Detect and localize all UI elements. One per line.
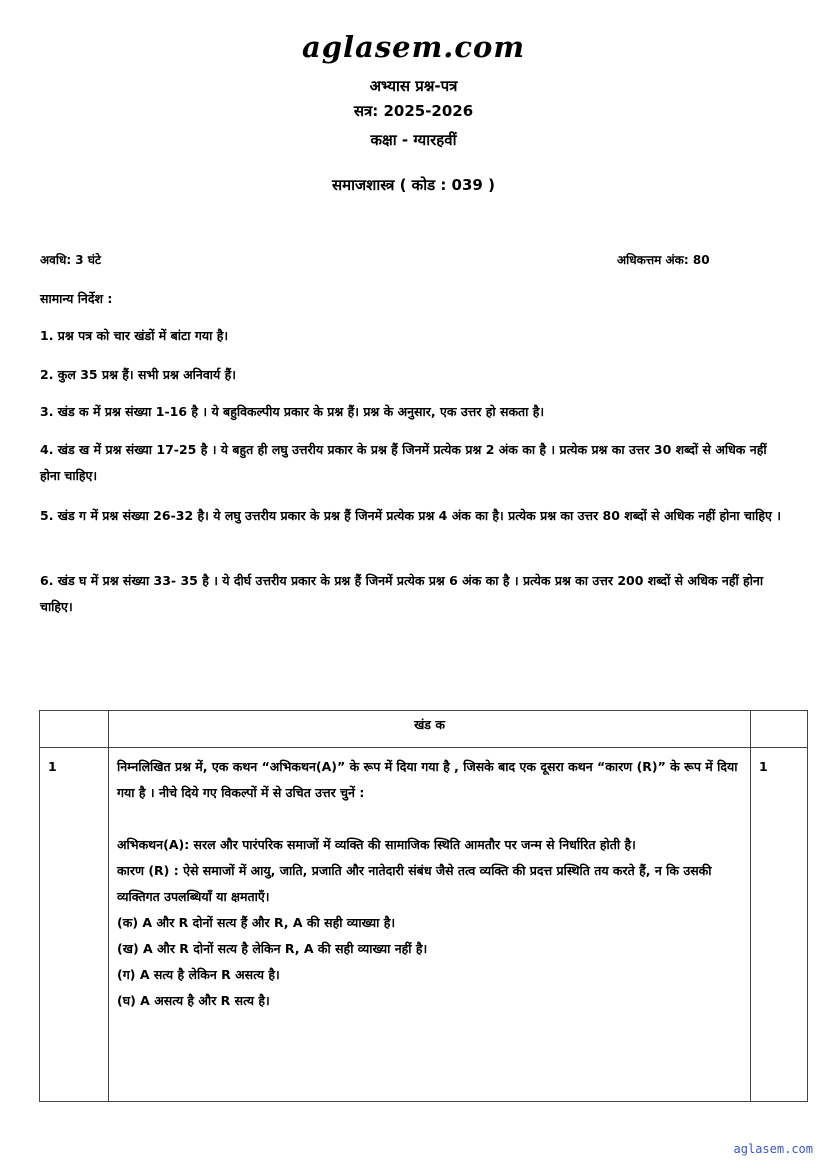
section-header-blank-right xyxy=(751,711,808,748)
instruction-item-3: 3. खंड क में प्रश्न संख्या 1-16 है । ये बहुविकल्पीय प्रकार के प्रश्न हैं। प्रश्न के अनुसार, एक उत्तर हो सकता है। xyxy=(40,404,545,419)
question-number: 1 xyxy=(40,748,109,1102)
question-prompt: निम्नलिखित प्रश्न में, एक कथन “अभिकथन(A)” के रूप में दिया गया है , जिसके बाद एक दूसरा कथन “कारण (R)” के रूप में दिया गया है । नीचे दिये गए विकल्पों में से उचित उत्तर चुनें : xyxy=(117,759,738,800)
instruction-item-6: 6. खंड घ में प्रश्न संख्या 33- 35 है । ये दीर्घ उत्तरीय प्रकार के प्रश्न हैं जिनमें प्रत्येक प्रश्न 6 अंक का है । प्रत्येक प्रश्न का उत्तर 200 शब्दों से अधिक नहीं होना चाहिए। xyxy=(40,573,764,614)
subject-title: समाजशास्त्र ( कोड : 039 ) xyxy=(332,176,495,194)
duration-label: अवधि: 3 घंटे xyxy=(40,253,101,267)
option-b: (ख) A और R दोनों सत्य है लेकिन R, A की सही व्याख्या नहीं है। xyxy=(117,941,428,956)
option-c: (ग) A सत्य है लेकिन R असत्य है। xyxy=(117,967,280,982)
reason-text: कारण (R) : ऐसे समाजों में आयु, जाति, प्रजाति और नातेदारी संबंध जैसे तत्व व्यक्ति की प्रदत्त प्रस्थिति तय करते हैं, न कि उसकी व्यक्तिगत उपलब्धियाँ या क्षमताएँ। xyxy=(117,863,712,904)
instruction-item-1: 1. प्रश्न पत्र को चार खंडों में बांटा गया है। xyxy=(40,328,229,343)
brand-logo-text: aglasem.com xyxy=(301,30,526,64)
section-header-blank-left xyxy=(40,711,109,748)
question-row xyxy=(40,748,808,1102)
option-d: (घ) A असत्य है और R सत्य है। xyxy=(117,993,270,1008)
question-body xyxy=(109,748,751,1102)
max-marks-label: अधिकत्तम अंक: 80 xyxy=(617,253,710,267)
paper-type: अभ्यास प्रश्न-पत्र xyxy=(369,77,458,95)
spacer xyxy=(117,806,742,832)
class-label: कक्षा - ग्यारहवीं xyxy=(370,131,457,149)
instruction-item-5: 5. खंड ग में प्रश्न संख्या 26-32 है। ये लघु उत्तरीय प्रकार के प्रश्न हैं जिनमें प्रत्येक प्रश्न 4 अंक का है। प्रत्येक प्रश्न का उत्तर 80 शब्दों से अधिक नहीं होना चाहिए । xyxy=(40,508,782,523)
instruction-item-2: 2. कुल 35 प्रश्न हैं। सभी प्रश्न अनिवार्य हैं। xyxy=(40,367,237,382)
question-table xyxy=(39,710,808,1102)
section-header-row xyxy=(40,711,808,748)
session-label: सत्र: 2025-2026 xyxy=(353,102,474,120)
option-a: (क) A और R दोनों सत्य हैं और R, A की सही व्याख्या है। xyxy=(117,915,396,930)
section-title: खंड क xyxy=(109,711,751,748)
assertion-text: अभिकथन(A): सरल और पारंपरिक समाजों में व्यक्ति की सामाजिक स्थिति आमतौर पर जन्म से निर्धारित होती है। xyxy=(117,837,636,852)
question-marks: 1 xyxy=(751,748,808,1102)
footer-site-link[interactable]: aglasem.com xyxy=(733,1142,813,1156)
instructions-heading: सामान्य निर्देश : xyxy=(40,291,113,306)
instruction-item-4: 4. खंड ख में प्रश्न संख्या 17-25 है । ये बहुत ही लघु उत्तरीय प्रकार के प्रश्न हैं जिनमें प्रत्येक प्रश्न 2 अंक का है । प्रत्येक प्रश्न का उत्तर 30 शब्दों से अधिक नहीं होना चाहिए। xyxy=(40,442,767,483)
